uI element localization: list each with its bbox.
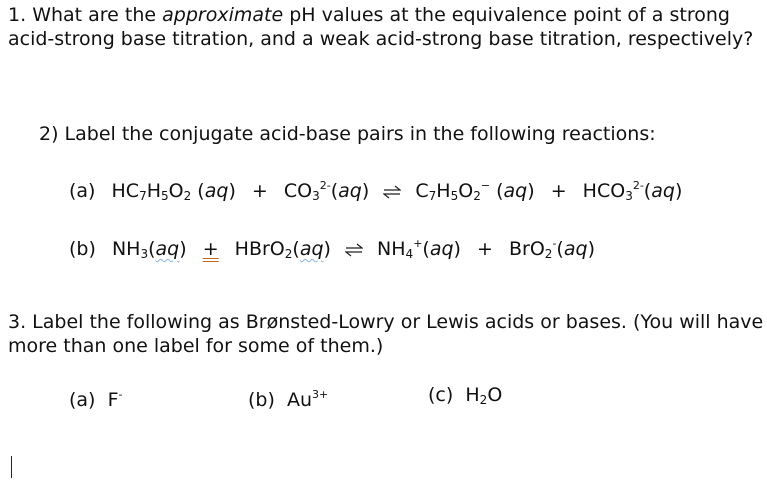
question-1-line-2: acid-strong base titration, and a weak acid-strong base titration, respectively? <box>8 28 754 50</box>
question-1-line-1 <box>8 3 730 27</box>
reaction-b-reactant-1: $NH_3(aq)$ <box>111 238 187 261</box>
reaction-a-plus-2: + <box>550 180 567 202</box>
reaction-b <box>69 232 595 266</box>
reaction-a-product-2: $HCO_3^{2-}(aq)$ <box>582 179 683 203</box>
option-c: (c) $H_2O$ <box>428 384 503 407</box>
text-cursor[interactable] <box>11 456 12 478</box>
question-1-number: 1. <box>8 4 27 26</box>
reaction-a-label: (a) <box>69 180 96 202</box>
question-1-emphasis: approximate <box>162 4 284 26</box>
reaction-b-reactant-2: HBrO$_2$(aq) <box>234 238 331 261</box>
reaction-b-product-2: BrO$_2$-(aq) <box>508 237 595 261</box>
equilibrium-arrow-icon <box>383 184 401 200</box>
reaction-a-reactant-1: $HC_7H_5O_2$ (aq) <box>111 180 236 203</box>
question-1-text-start: What are the <box>32 4 157 26</box>
reaction-b-plus-1: + <box>202 238 219 260</box>
equilibrium-arrow-icon <box>345 242 363 258</box>
reaction-a <box>69 174 682 208</box>
reaction-a-reactant-2: $CO_3^{2-}(aq)$ <box>283 179 370 203</box>
question-2-heading: 2) Label the conjugate acid-base pairs in the following reactions: <box>39 123 656 145</box>
option-b: (b) $Au^{3+}$ <box>248 388 329 411</box>
option-a: (a) F- <box>69 388 123 411</box>
reaction-a-plus-1: + <box>251 180 268 202</box>
question-3-line-1: 3. Label the following as Brønsted-Lowry or Lewis acids or bases. (You will have <box>8 311 764 333</box>
question-1-text-end: pH values at the equivalence point of a strong <box>289 4 730 26</box>
reaction-b-product-1: $NH_4^+(aq)$ <box>377 237 461 261</box>
reaction-a-product-1: $C_7H_5O_2^-$ (aq) <box>415 179 535 203</box>
question-3-line-2: more than one label for some of them.) <box>8 335 384 357</box>
reaction-b-label: (b) <box>69 238 96 260</box>
reaction-b-plus-2: + <box>477 238 493 260</box>
